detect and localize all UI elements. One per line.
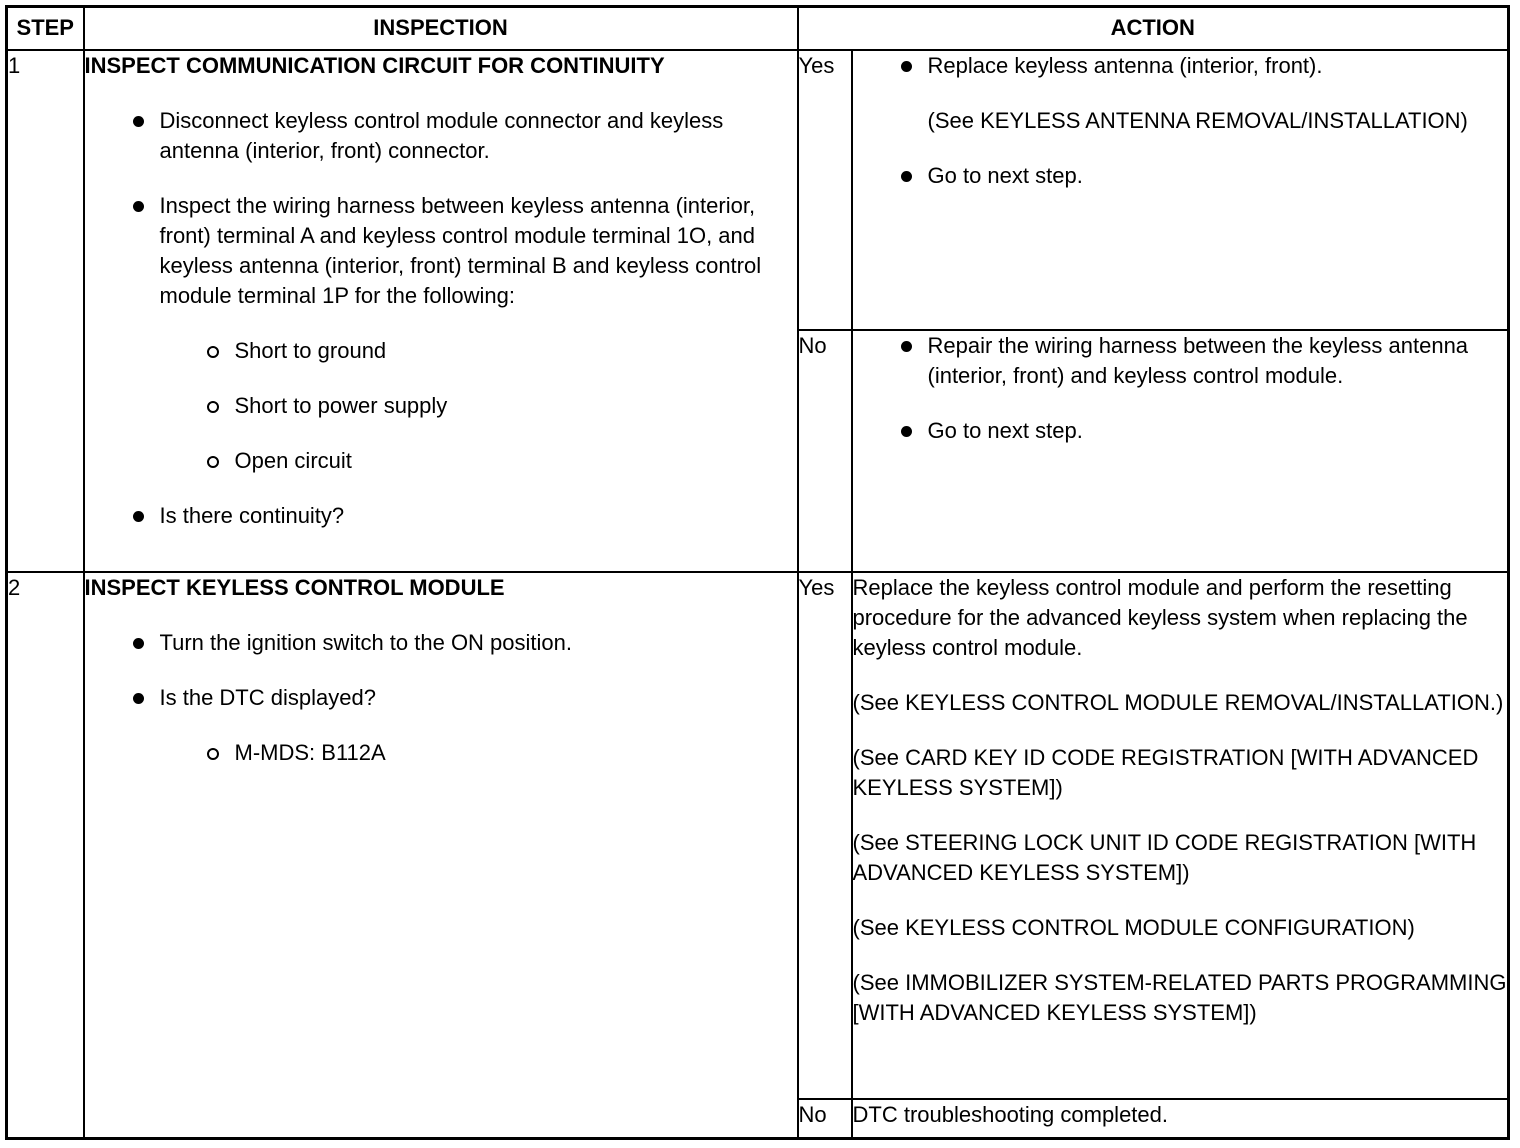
step-1-yes-action-1: Replace keyless antenna (interior, front). — [853, 51, 1508, 81]
step-1-yes-row — [7, 50, 1509, 330]
step-1-question: Is there continuity? — [85, 501, 797, 531]
step-1-no-label: No — [798, 330, 852, 572]
step-1-number: 1 — [7, 50, 84, 572]
step-2-yes-actions — [852, 572, 1509, 1099]
troubleshooting-table — [5, 5, 1510, 1140]
step-1-yes-actions — [852, 50, 1509, 330]
step-1-title: INSPECT COMMUNICATION CIRCUIT FOR CONTINUITY — [84, 52, 665, 78]
step-2-yes-action-1: Replace the keyless control module and perform the resetting procedure for the advanced keyless system when replacing the keyless control module. — [852, 574, 1468, 660]
step-2-no-action: DTC troubleshooting completed. — [852, 1099, 1509, 1139]
step-2-bullet-2: Is the DTC displayed? — [85, 683, 797, 713]
step-1-bullet-1: Disconnect keyless control module connector and keyless antenna (interior, front) connector. — [85, 106, 797, 166]
header-row — [7, 7, 1509, 50]
step-1-sub-item-2: Short to power supply — [85, 391, 797, 421]
header-step: STEP — [7, 7, 84, 50]
step-2-yes-reference-3: (See STEERING LOCK UNIT ID CODE REGISTRATION [WITH ADVANCED KEYLESS SYSTEM]) — [852, 829, 1477, 885]
step-2-bullet-1: Turn the ignition switch to the ON position. — [85, 628, 797, 658]
step-2-yes-reference-2: (See CARD KEY ID CODE REGISTRATION [WITH ADVANCED KEYLESS SYSTEM]) — [852, 744, 1479, 800]
step-2-yes-reference-4: (See KEYLESS CONTROL MODULE CONFIGURATION) — [852, 914, 1415, 940]
step-1-no-actions — [852, 330, 1509, 572]
step-2-inspection — [84, 572, 798, 1139]
step-1-yes-label: Yes — [798, 50, 852, 330]
step-2-number: 2 — [7, 572, 84, 1139]
step-1-sub-item-1: Short to ground — [85, 336, 797, 366]
step-2-no-label: No — [798, 1099, 852, 1139]
step-2-yes-reference-1: (See KEYLESS CONTROL MODULE REMOVAL/INSTALLATION.) — [852, 689, 1504, 715]
step-2-title: INSPECT KEYLESS CONTROL MODULE — [84, 574, 505, 600]
step-1-yes-action-2: Go to next step. — [853, 161, 1508, 191]
step-2-yes-row — [7, 572, 1509, 1099]
header-action: ACTION — [798, 7, 1509, 50]
step-1-bullet-2: Inspect the wiring harness between keyless antenna (interior, front) terminal A and keyless control module terminal 1O, and keyless antenna (interior, front) terminal B and keyless control module terminal 1P for the following: — [85, 191, 797, 311]
step-2-yes-reference-5: (See IMMOBILIZER SYSTEM-RELATED PARTS PROGRAMMING [WITH ADVANCED KEYLESS SYSTEM]) — [852, 969, 1507, 1025]
step-2-sub-item-1: M-MDS: B112A — [85, 738, 797, 768]
step-1-inspection — [84, 50, 798, 572]
step-1-yes-reference: (See KEYLESS ANTENNA REMOVAL/INSTALLATION) — [927, 107, 1468, 133]
header-inspection: INSPECTION — [84, 7, 798, 50]
step-1-no-action-2: Go to next step. — [853, 416, 1508, 446]
step-1-no-action-1: Repair the wiring harness between the keyless antenna (interior, front) and keyless control module. — [853, 331, 1508, 391]
step-2-yes-label: Yes — [798, 572, 852, 1099]
step-1-sub-item-3: Open circuit — [85, 446, 797, 476]
